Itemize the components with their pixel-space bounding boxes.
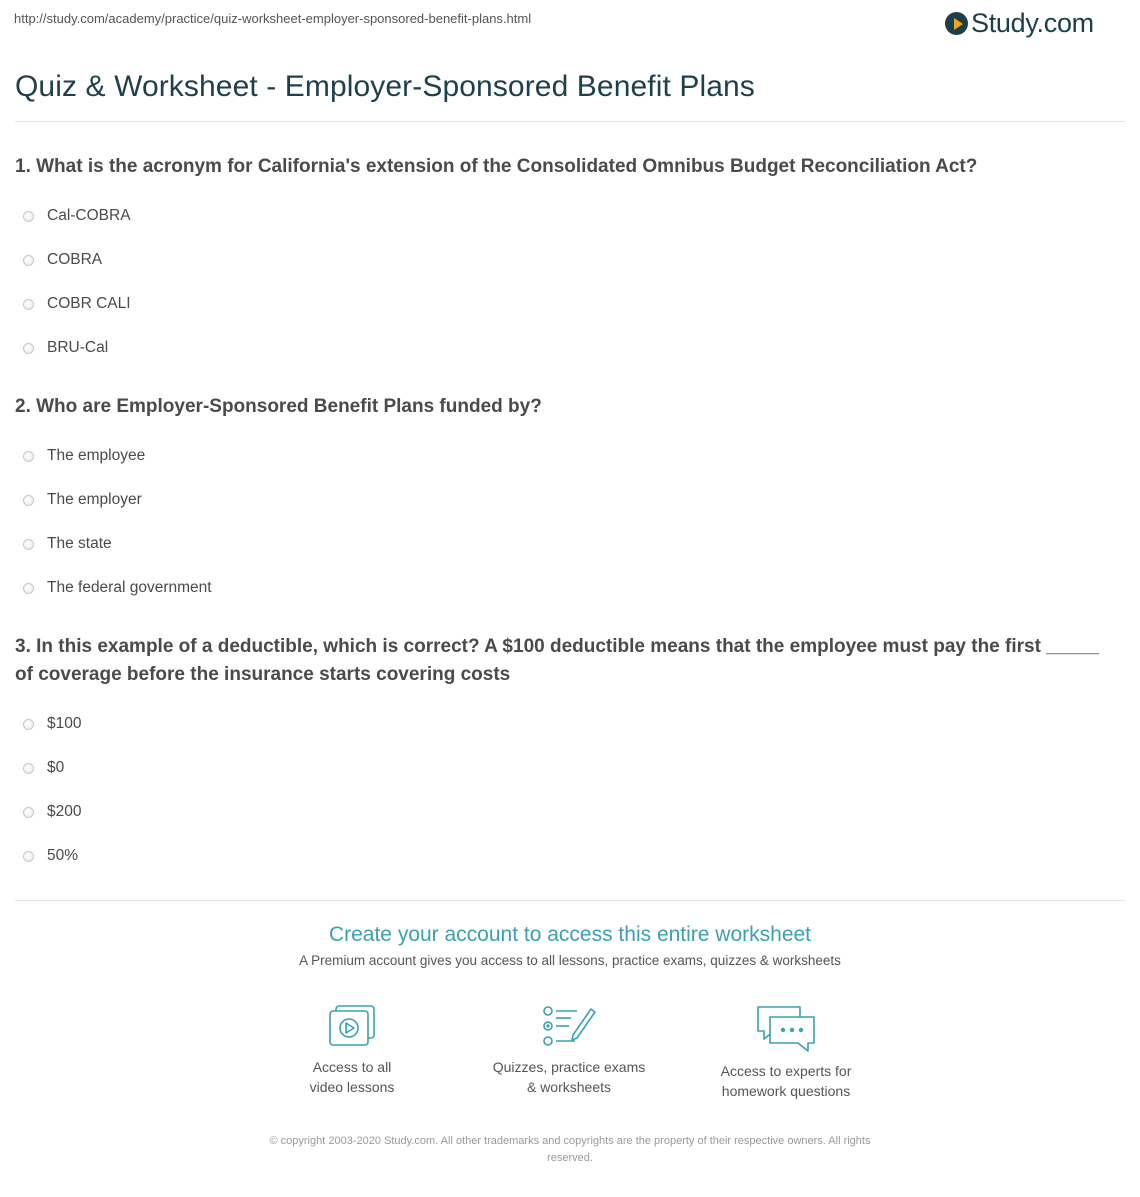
radio-button[interactable] (23, 299, 34, 310)
title-divider (15, 121, 1125, 122)
cta-divider (15, 900, 1125, 901)
answer-label: $100 (47, 715, 82, 732)
copyright-line1: © copyright 2003-2020 Study.com. All other trademarks and copyrights are the property of their respective owners. All rights (269, 1135, 871, 1147)
radio-button[interactable] (23, 451, 34, 462)
feature-video-lessons (252, 1003, 452, 1097)
signup-cta (0, 923, 1140, 968)
copyright-line2: reserved. (547, 1152, 593, 1164)
answer-option[interactable] (15, 238, 1115, 282)
logo-text: Study.com (971, 8, 1094, 38)
feature-experts (686, 1003, 886, 1101)
question-1 (15, 153, 1115, 370)
answer-option[interactable] (15, 478, 1115, 522)
answer-label: The employee (47, 447, 146, 464)
video-lessons-icon (326, 1003, 378, 1049)
feature-label-line2: homework questions (721, 1083, 851, 1099)
answer-option[interactable] (15, 834, 1115, 878)
answer-option[interactable] (15, 790, 1115, 834)
answer-label: The state (47, 535, 112, 552)
question-text: 3. In this example of a deductible, which is correct? A $100 deductible means that the employee must pay the first _____ of coverage before the insurance starts covering costs (15, 636, 1100, 685)
answer-option[interactable] (15, 522, 1115, 566)
answer-option[interactable] (15, 746, 1115, 790)
answer-option[interactable] (15, 702, 1115, 746)
feature-quizzes (469, 1003, 669, 1097)
answer-label: The federal government (47, 579, 212, 596)
study-logo[interactable] (945, 8, 1094, 39)
answer-option[interactable] (15, 326, 1115, 370)
question-text: 1. What is the acronym for California's extension of the Consolidated Omnibus Budget Reconciliation Act? (15, 156, 978, 177)
feature-label-line2: video lessons (309, 1079, 395, 1095)
page-url: http://study.com/academy/practice/quiz-worksheet-employer-sponsored-benefit-plans.html (14, 11, 532, 26)
answer-label: The employer (47, 491, 142, 508)
feature-label-line1: Access to all (312, 1059, 392, 1075)
feature-label-line1: Access to experts for (720, 1063, 852, 1079)
radio-button[interactable] (23, 851, 34, 862)
answer-option[interactable] (15, 566, 1115, 610)
quiz-checklist-icon (541, 1003, 597, 1049)
question-2 (15, 393, 1115, 610)
page-title: Quiz & Worksheet - Employer-Sponsored Benefit Plans (15, 70, 755, 103)
radio-button[interactable] (23, 211, 34, 222)
chat-experts-icon (754, 1003, 818, 1053)
feature-label-line2: & worksheets (526, 1079, 612, 1095)
radio-button[interactable] (23, 539, 34, 550)
radio-button[interactable] (23, 495, 34, 506)
play-circle-icon (945, 12, 968, 35)
answer-label: COBR CALI (47, 295, 131, 312)
question-text: 2. Who are Employer-Sponsored Benefit Plans funded by? (15, 396, 542, 417)
answer-label: COBRA (47, 251, 103, 268)
answer-option[interactable] (15, 194, 1115, 238)
feature-label-line1: Quizzes, practice exams (492, 1059, 646, 1075)
answer-option[interactable] (15, 282, 1115, 326)
radio-button[interactable] (23, 255, 34, 266)
answer-label: $200 (47, 803, 82, 820)
answer-label: 50% (47, 847, 79, 864)
radio-button[interactable] (23, 763, 34, 774)
cta-subtitle: A Premium account gives you access to all lessons, practice exams, quizzes & worksheets (299, 953, 841, 968)
answer-label: $0 (47, 759, 65, 776)
copyright-footer (0, 1133, 1140, 1167)
question-3 (15, 633, 1115, 878)
radio-button[interactable] (23, 343, 34, 354)
radio-button[interactable] (23, 807, 34, 818)
radio-button[interactable] (23, 719, 34, 730)
cta-title[interactable]: Create your account to access this entire worksheet (328, 923, 812, 946)
answer-label: Cal-COBRA (47, 207, 131, 224)
radio-button[interactable] (23, 583, 34, 594)
answer-option[interactable] (15, 434, 1115, 478)
answer-label: BRU-Cal (47, 339, 109, 356)
